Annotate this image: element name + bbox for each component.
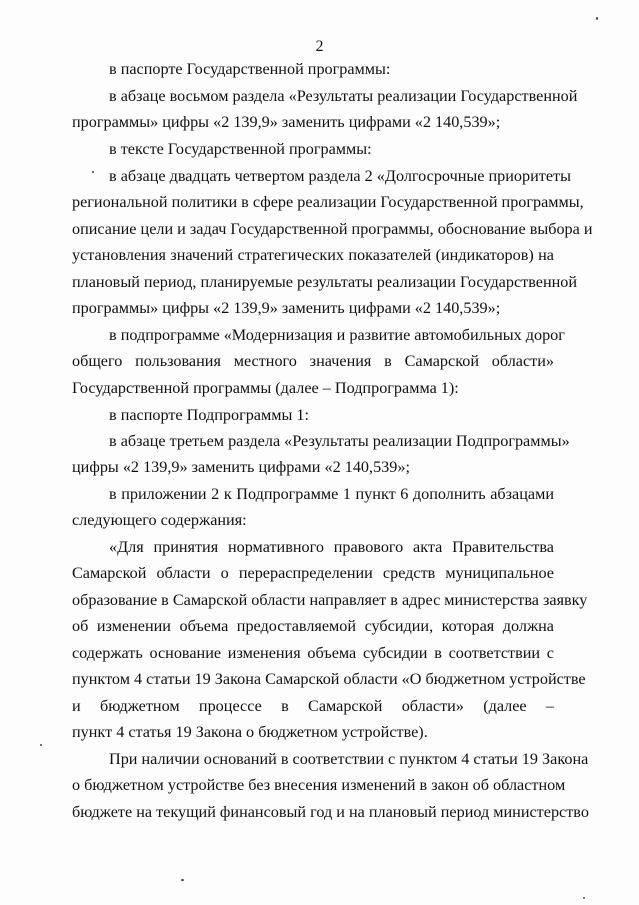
text-line: содержать основание изменения объема субсидии в соответствии с: [72, 644, 554, 662]
text-line: Самарской области о перераспределении средств муниципальное: [72, 564, 554, 582]
scan-speck: [181, 879, 184, 881]
text-line: Государственной программы (далее – Подпрограмма 1):: [72, 379, 459, 397]
text-line: цифры «2 139,9» заменить цифрами «2 140,539»;: [72, 458, 410, 476]
scan-speck: [583, 897, 585, 899]
text-line: и бюджетном процессе в Самарской области» (далее –: [72, 697, 554, 715]
text-line: в паспорте Подпрограммы 1:: [109, 406, 309, 424]
text-line: о бюджетном устройстве без внесения изменений в закон об областном: [72, 776, 566, 794]
text-line: в абзаце восьмом раздела «Результаты реализации Государственной: [109, 87, 578, 105]
scan-speck: [40, 744, 42, 746]
text-line: в абзаце двадцать четвертом раздела 2 «Долгосрочные приоритеты: [109, 167, 571, 185]
text-line: «Для принятия нормативного правового акта Правительства: [109, 538, 554, 556]
text-line: в тексте Государственной программы:: [109, 140, 372, 158]
text-line: региональной политики в сфере реализации Государственной программы,: [72, 193, 584, 211]
text-line: бюджете на текущий финансовый год и на плановый период министерство: [72, 803, 589, 821]
text-line: пункт 4 статья 19 Закона о бюджетном устройстве).: [72, 723, 428, 741]
scan-speck: [92, 171, 94, 173]
text-line: При наличии оснований в соответствии с пунктом 4 статьи 19 Закона: [109, 750, 589, 768]
text-line: в паспорте Государственной программы:: [109, 60, 391, 78]
text-line: пунктом 4 статьи 19 Закона Самарской области «О бюджетном устройстве: [72, 670, 586, 688]
text-line: установления значений стратегических показателей (индикаторов) на: [72, 246, 554, 264]
text-line: программы» цифры «2 139,9» заменить цифрами «2 140,539»;: [72, 299, 501, 317]
text-line: в подпрограмме «Модернизация и развитие автомобильных дорог: [109, 326, 565, 344]
text-line: в приложении 2 к Подпрограмме 1 пункт 6 дополнить абзацами: [109, 485, 554, 503]
text-line: в абзаце третьем раздела «Результаты реализации Подпрограммы»: [109, 432, 570, 450]
text-line: об изменении объема предоставляемой субсидии, которая должна: [72, 617, 554, 635]
text-line: программы» цифры «2 139,9» заменить цифрами «2 140,539»;: [72, 113, 501, 131]
text-line: описание цели и задач Государственной программы, обоснование выбора и: [72, 220, 593, 238]
scan-speck: [596, 17, 598, 20]
page-number: 2: [315, 38, 324, 55]
text-line: плановый период, планируемые результаты реализации Государственной: [72, 273, 578, 291]
text-line: общего пользования местного значения в Самарской области»: [72, 352, 554, 370]
text-line: образование в Самарской области направляет в адрес министерства заявку: [72, 591, 588, 609]
text-line: следующего содержания:: [72, 511, 247, 529]
